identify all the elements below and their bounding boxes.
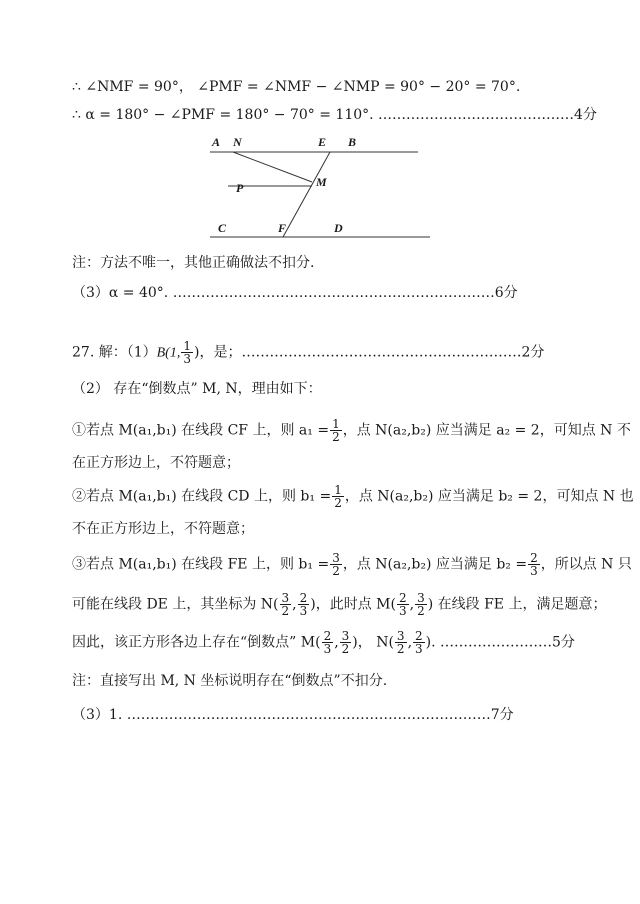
fraction-one-third: $\frac{1}{3}$ (183, 339, 191, 366)
line-nmf-angle: ∴ ∠NMF = 90°， ∠PMF = ∠NMF − ∠NMP = 90° − 20° = 70°. (72, 79, 521, 95)
line-alpha-result: ∴ α = 180° − ∠PMF = 180° − 70° = 110°. ……………………………………4分 (72, 107, 597, 123)
label-F: F (278, 221, 287, 235)
case3-line1: ③若点 M(a₁,b₁) 在线段 FE 上，则 b₁ = $\frac{3}{2}$ ，点 N(a₂,b₂) 应当满足 b₂ = $\frac{2}{3}$ ，所以点 N 只 (72, 551, 632, 578)
conclusion-line: 因此，该正方形各边上存在“倒数点” M( $\frac{2}{3}$ , $\frac{3}{2}$ )， N( $\frac{3}{2}$ , $\frac{2}{3}$ ). ……………………5分 (72, 629, 575, 656)
note-direct-coordinates: 注：直接写出 M, N 坐标说明存在“倒数点”不扣分. (72, 673, 388, 689)
case1-line1: ①若点 M(a₁,b₁) 在线段 CF 上，则 a₁ = $\frac{1}{2}$ ，点 N(a₂,b₂) 应当满足 a₂ = 2，可知点 N 不 (72, 417, 631, 444)
label-D: D (334, 221, 343, 235)
case2-line1: ②若点 M(a₁,b₁) 在线段 CD 上，则 b₁ = $\frac{1}{2}$ ，点 N(a₂,b₂) 应当满足 b₂ = 2，可知点 N 也 (72, 483, 634, 510)
label-B: B (348, 135, 357, 149)
line-part3-answer: （3）1. ……………………………………………………………………7分 (72, 707, 514, 723)
geometry-figure (0, 132, 640, 252)
segment-nm (233, 152, 312, 182)
label-C: C (218, 221, 227, 235)
label-A: A (212, 135, 221, 149)
q27-part1: 27. 解：（1）B(1, $\frac{1}{3}$ )，是；……………………………………………………2分 (72, 339, 545, 366)
q27-part2-intro: （2） 存在“倒数点” M, N，理由如下： (72, 381, 322, 397)
case2-line2: 不在正方形边上，不符题意； (72, 521, 254, 537)
label-M: M (316, 175, 327, 189)
label-N: N (233, 135, 242, 149)
note-method: 注：方法不唯一，其他正确做法不扣分. (72, 255, 315, 271)
case1-line2: 在正方形边上，不符题意； (72, 455, 240, 471)
segment-ef (283, 152, 330, 237)
case3-line2: 可能在线段 DE 上，其坐标为 N( $\frac{3}{2}$ , $\frac{2}{3}$ )，此时点 M( $\frac{2}{3}$ , $\frac{3}{2}$ ) 在线段 FE 上，满足题意； (72, 591, 607, 618)
line-part3-alpha: （3）α = 40°. ……………………………………………………………6分 (72, 285, 518, 301)
label-P: P (236, 181, 244, 195)
label-E: E (318, 135, 327, 149)
